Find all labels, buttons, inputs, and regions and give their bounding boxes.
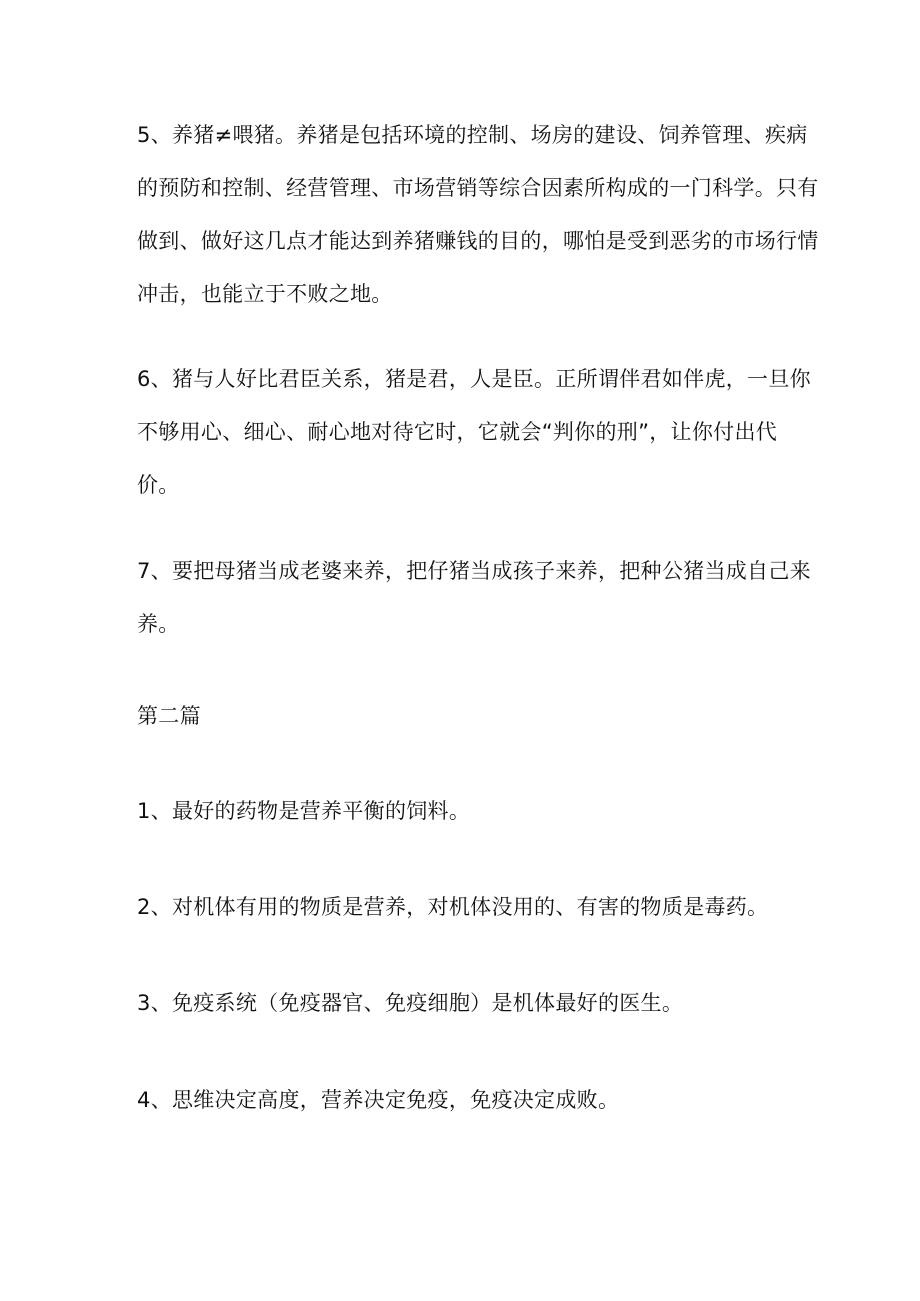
- item-4: [137, 1074, 792, 1127]
- paragraph-6: [137, 353, 811, 512]
- item-2: [137, 881, 792, 934]
- paragraph-line: 冲击，也能立于不败之地。: [137, 282, 393, 306]
- paragraph-7: [137, 545, 811, 651]
- paragraph-line: 7、要把母猪当成老婆来养，把仔猪当成孩子来养，把种公猪当成自己来: [137, 559, 811, 583]
- paragraph-line: 6、猪与人好比君臣关系，猪是君，人是臣。正所谓伴君如伴虎，一旦你: [137, 367, 811, 391]
- paragraph-line: 价。: [137, 473, 180, 497]
- paragraph-line: 养。: [137, 612, 180, 636]
- paragraph-line: 不够用心、细心、耐心地对待它时，它就会“判你的刑”，让你付出代: [137, 420, 778, 444]
- paragraph-line: 2、对机体有用的物质是营养，对机体没用的、有害的物质是毒药。: [137, 895, 769, 919]
- heading-text: 第二篇: [137, 704, 201, 728]
- paragraph-5: [137, 109, 819, 321]
- paragraph-line: 4、思维决定高度，营养决定免疫，免疫决定成败。: [137, 1088, 620, 1112]
- item-1: [137, 785, 792, 838]
- paragraph-line: 做到、做好这几点才能达到养猪赚钱的目的，哪怕是受到恶劣的市场行情: [137, 229, 819, 253]
- paragraph-line: 3、免疫系统（免疫器官、免疫细胞）是机体最好的医生。: [137, 991, 684, 1015]
- paragraph-line: 的预防和控制、经营管理、市场营销等综合因素所构成的一门科学。只有: [137, 176, 819, 200]
- paragraph-line: 5、养猪≠喂猪。养猪是包括环境的控制、场房的建设、饲养管理、疾病: [137, 123, 808, 147]
- item-3: [137, 977, 792, 1030]
- section-heading: [137, 690, 792, 743]
- paragraph-line: 1、最好的药物是营养平衡的饲料。: [137, 799, 471, 823]
